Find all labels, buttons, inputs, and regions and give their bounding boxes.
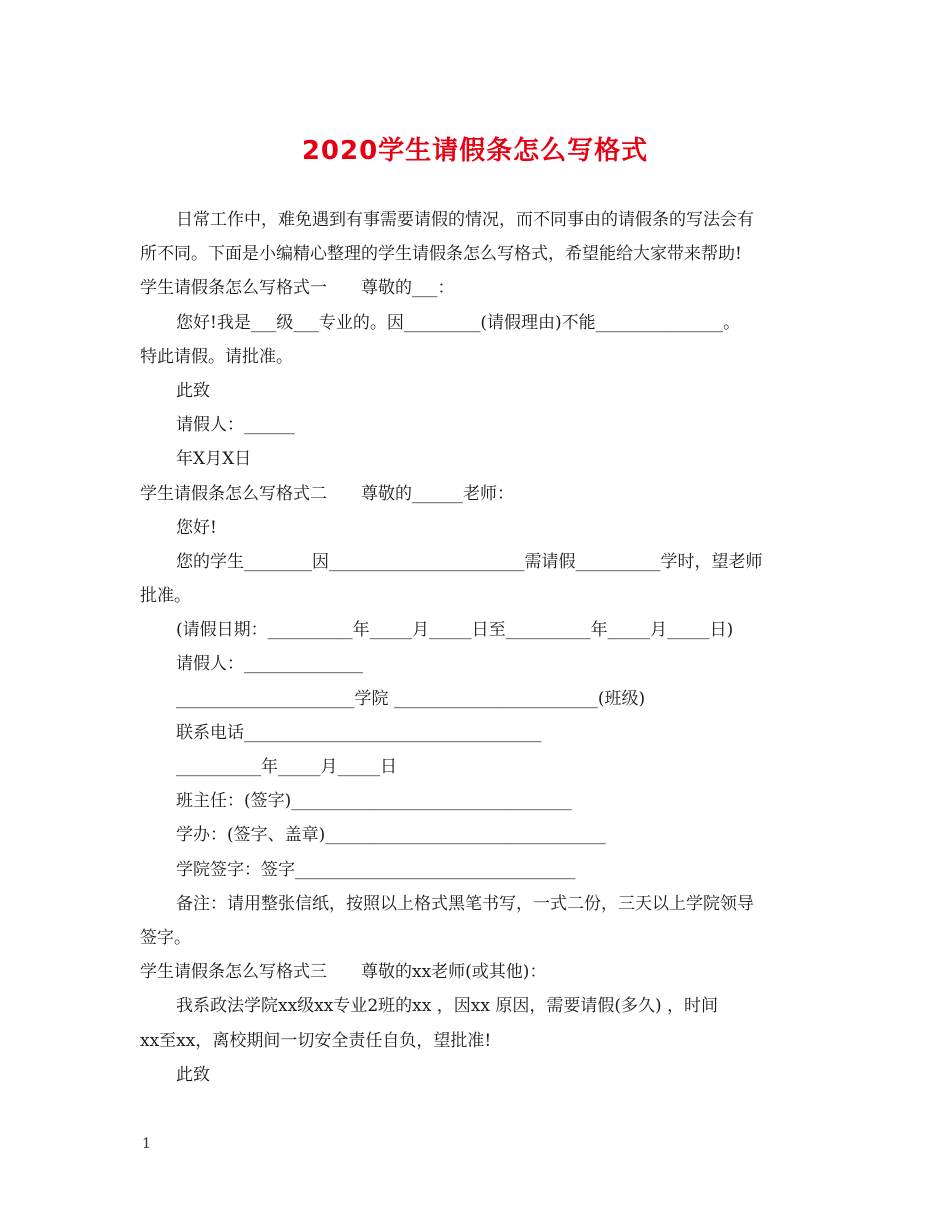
format-two-office-sign: 学办：(签字、盖章)_________________________________ — [176, 825, 606, 846]
format-three-closing: 此致 — [176, 1064, 210, 1085]
format-two-teacher-sign: 班主任：(签字)_________________________________ — [176, 791, 572, 812]
format-two-college-class: _____________________学院 ________________________(班级) — [176, 688, 646, 709]
format-two-note-2: 签字。 — [140, 927, 191, 948]
format-one-body-2: 特此请假。请批准。 — [140, 346, 293, 367]
format-three-heading: 学生请假条怎么写格式三 尊敬的xx老师(或其他)： — [140, 962, 547, 983]
format-three-body-1: 我系政法学院xx级xx专业2班的xx ，因xx 原因，需要请假(多久) ，时间 — [176, 996, 718, 1017]
format-two-body-2: 批准。 — [140, 586, 191, 607]
format-two-note-1: 备注：请用整张信纸，按照以上格式黑笔书写，一式二份，三天以上学院领导 — [176, 893, 754, 914]
format-two-body-1: 您的学生________因_______________________需请假__________学时，望老师 — [176, 551, 763, 572]
format-one-heading: 学生请假条怎么写格式一 尊敬的___： — [140, 278, 455, 299]
format-one-signer: 请假人：______ — [176, 415, 295, 436]
format-one-closing: 此致 — [176, 380, 210, 401]
format-two-phone: 联系电话___________________________________ — [176, 722, 542, 743]
format-one-date: 年X月X日 — [176, 449, 252, 470]
intro-line-2: 所不同。下面是小编精心整理的学生请假条怎么写格式，希望能给大家带来帮助! — [140, 244, 742, 265]
page-number: 1 — [142, 1136, 151, 1152]
format-three-body-2: xx至xx，离校期间一切安全责任自负，望批准! — [140, 1030, 492, 1051]
format-two-greeting: 您好! — [176, 517, 217, 538]
format-two-date: __________年_____月_____日 — [176, 757, 397, 777]
intro-line-1: 日常工作中，难免遇到有事需要请假的情况，而不同事由的请假条的写法会有 — [176, 210, 754, 230]
format-two-leave-dates: (请假日期：__________年_____月_____日至__________年_____月_____日) — [176, 620, 734, 641]
page-title: 2020学生请假条怎么写格式 — [301, 136, 649, 166]
format-one-body-1: 您好!我是___级___专业的。因_________(请假理由)不能_______________。 — [176, 312, 741, 333]
format-two-college-sign: 学院签字：签字_________________________________ — [176, 859, 576, 880]
document-body — [140, 203, 820, 1092]
format-two-signer: 请假人：______________ — [176, 654, 363, 675]
format-two-heading: 学生请假条怎么写格式二 尊敬的______老师： — [140, 483, 514, 504]
